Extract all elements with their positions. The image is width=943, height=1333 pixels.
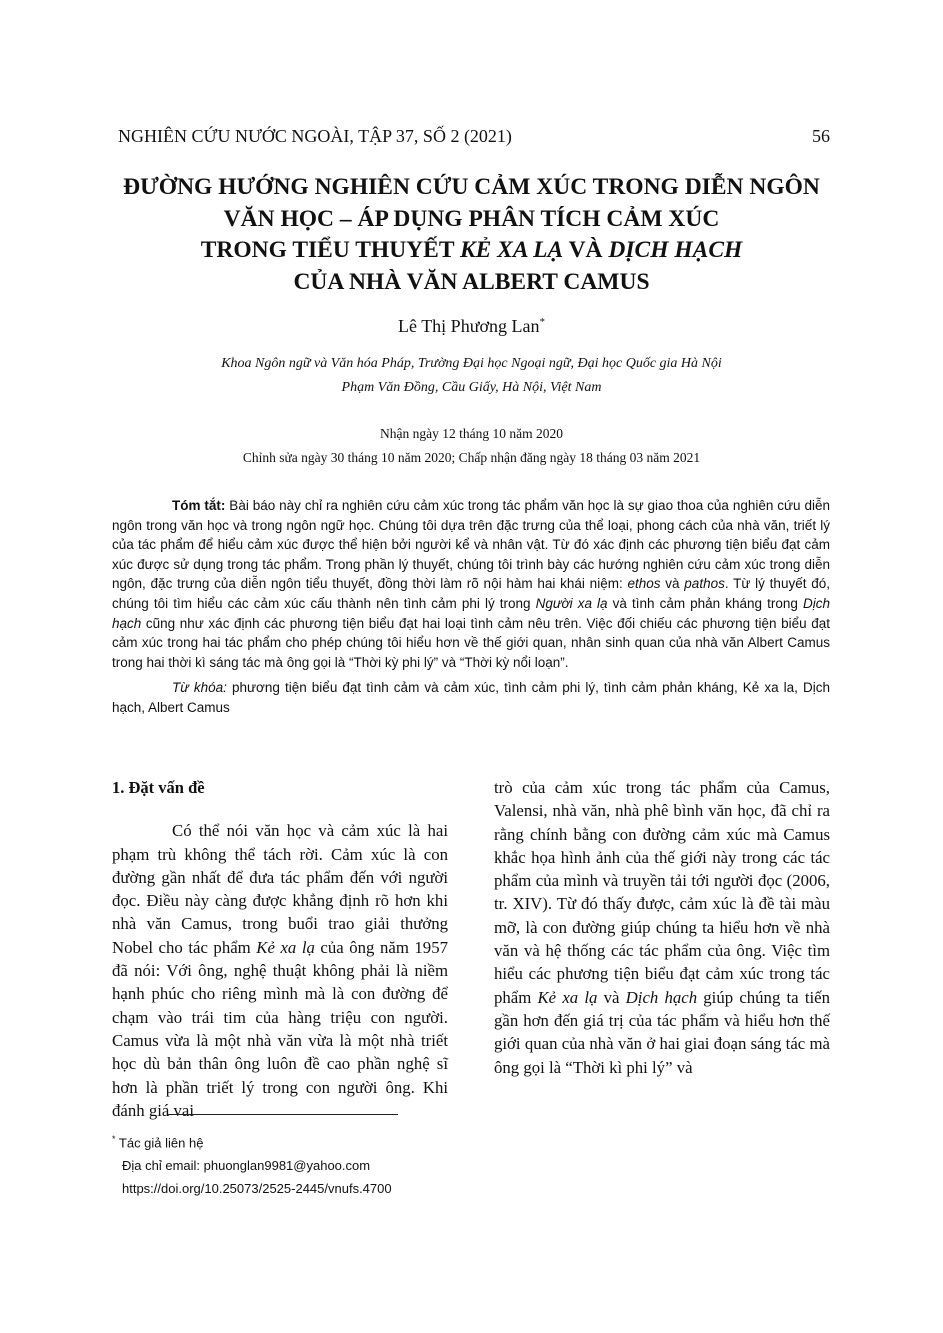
footnote-corresponding xyxy=(112,1128,532,1154)
abstract-text: và xyxy=(660,576,685,592)
body-text: và xyxy=(597,987,626,1007)
footnote xyxy=(112,1128,532,1200)
affiliation-line-2: Phạm Văn Đồng, Cầu Giấy, Hà Nội, Việt Nam xyxy=(341,380,602,395)
title-line-1: ĐƯỜNG HƯỚNG NGHIÊN CỨU CẢM XÚC TRONG DIỄN NGÔN xyxy=(123,174,820,200)
abstract-text: . Từ lý thuyết đó, chúng tôi tìm hiểu các cảm xúc cấu thành nên tình cảm phi lý trong xyxy=(112,576,830,611)
revised-accepted-date: Chỉnh sửa ngày 30 tháng 10 năm 2020; Chấp nhận đăng ngày 18 tháng 03 năm 2021 xyxy=(242,450,701,465)
body-paragraph xyxy=(494,776,830,1079)
body-paragraph xyxy=(112,819,448,1122)
abstract-paragraph xyxy=(112,496,830,672)
body-text: Có thể nói văn học và cảm xúc là hai phạm trù không thể tách rời. Cảm xúc là con đường gần nhất để đưa tác phẩm đến với người đọc. Điều này càng được khẳng định rõ hơn khi nhà văn Camus, trong buổi trao giải thưởng Nobel cho tác phẩm xyxy=(112,821,448,957)
body-text: của ông năm 1957 đã nói: Với ông, nghệ thuật không phải là niềm hạnh phúc cho riêng mình mà là con đường để chạm vào trái tim của hàng triệu con người. Camus vừa là một nhà văn vừa là một nhà triết học dù bản thân ông luôn đề cao phần nghệ sĩ hơn là phần triết lý trong con người ông. Khi đánh giá vai xyxy=(112,937,448,1120)
keywords-text: phương tiện biểu đạt tình cảm và cảm xúc, tình cảm phi lý, tình cảm phản kháng, Kẻ xa la, Dịch hạch, Albert Camus xyxy=(112,680,831,715)
article-dates xyxy=(0,422,943,470)
affiliation xyxy=(0,352,943,400)
doi-link[interactable]: https://doi.org/10.25073/2525-2445/vnufs.4700 xyxy=(122,1181,392,1197)
footnote-divider xyxy=(168,1114,398,1115)
author-mark: * xyxy=(539,316,545,328)
author-line xyxy=(0,316,943,337)
footnote-label: Tác giả liên hệ xyxy=(115,1135,204,1151)
body-work-title: Kẻ xa lạ xyxy=(537,987,598,1007)
title-line-3 xyxy=(100,235,843,267)
body-text: trò của cảm xúc trong tác phẩm của Camus, Valensi, nhà văn, nhà phê bình văn học, đã chỉ ra rằng chính bằng con đường cảm xúc mà Camus khắc họa hình ảnh của thế giới này trong các tác phẩm của mình và truyền tải tới người đọc (2006, tr. XIV). Từ đó thấy được, cảm xúc là đề tài màu mỡ, là con đường giúp chúng ta hiểu hơn về nhà văn và hệ thống các tác phẩm của ông. Việc tìm hiểu các phương tiện biểu đạt cảm xúc trong tác phẩm xyxy=(494,778,830,1007)
author-name: Lê Thị Phương Lan xyxy=(398,316,540,336)
title-line-2: VĂN HỌC – ÁP DỤNG PHÂN TÍCH CẢM XÚC xyxy=(223,205,720,232)
abstract-work: Dịch hạch xyxy=(112,595,830,631)
body-column-left xyxy=(112,776,448,1122)
abstract-text: Bài báo này chỉ ra nghiên cứu cảm xúc trong tác phẩm văn học là sự giao thoa của nghiên cứu diễn ngôn trong văn học và trong ngôn ngữ học. Chúng tôi dựa trên đặc trưng của thể loại, phong cách của nhà văn, triết lý của tác phẩm để hiểu cảm xúc được thể hiện bởi người kể và nhân vật. Từ đó xác định các phương tiện biểu đạt cảm xúc được sử dụng trong tác phẩm. Trong phần lý thuyết, chúng tôi trình bày các hướng nghiên cứu cảm xúc trong diễn ngôn, đặc trưng của diễn ngôn tiểu thuyết, đồng thời làm rõ nội hàm hai khái niệm: xyxy=(112,498,830,592)
body-work-title: Dịch hạch xyxy=(625,987,698,1007)
title-text: TRONG TIỂU THUYẾT xyxy=(200,237,460,263)
abstract-term: pathos xyxy=(684,576,725,592)
keywords-paragraph xyxy=(112,678,830,717)
affiliation-line-1: Khoa Ngôn ngữ và Văn hóa Pháp, Trường Đại học Ngoại ngữ, Đại học Quốc gia Hà Nội xyxy=(221,356,722,371)
abstract-label: Tóm tắt: xyxy=(172,498,226,513)
footnote-email: Địa chỉ email: phuonglan9981@yahoo.com xyxy=(122,1158,371,1174)
title-work-1: KẺ XA LẠ xyxy=(459,237,564,263)
article-title xyxy=(100,172,843,298)
journal-name: NGHIÊN CỨU NƯỚC NGOÀI, TẬP 37, SỐ 2 (2021) xyxy=(118,126,512,146)
abstract-block xyxy=(112,496,830,718)
running-header xyxy=(118,126,830,147)
abstract-work: Người xa lạ xyxy=(535,595,608,611)
received-date: Nhận ngày 12 tháng 10 năm 2020 xyxy=(380,426,563,441)
title-line-4: CỦA NHÀ VĂN ALBERT CAMUS xyxy=(293,268,650,295)
keywords-label: Từ khóa: xyxy=(172,680,227,696)
abstract-term: ethos xyxy=(627,576,661,592)
body-column-right xyxy=(494,776,830,1079)
title-work-2: DỊCH HẠCH xyxy=(608,237,743,263)
section-heading: 1. Đặt vấn đề xyxy=(112,778,205,797)
page-number: 56 xyxy=(812,126,830,146)
title-text: VÀ xyxy=(563,237,609,263)
abstract-text: cũng như xác định các phương tiện biểu đạt hai loại tình cảm nêu trên. Việc đối chiếu các phương tiện biểu đạt cảm xúc trong hai tác phẩm cho phép chúng tôi hiểu hơn về thế giới quan, nhân sinh quan của nhà văn Albert Camus trong hai thời kì sáng tác mà ông gọi là “Thời kỳ phi lý” và “Thời kỳ nổi loạn”. xyxy=(112,615,830,670)
abstract-text: và tình cảm phản kháng trong xyxy=(607,595,803,611)
footnote-mark: * xyxy=(112,1134,116,1144)
body-text: giúp chúng ta tiến gần hơn đến giá trị của tác phẩm và hiểu hơn thế giới quan của nhà văn ở hai giai đoạn sáng tác mà ông gọi là “Thời kì phi lý” và xyxy=(494,987,830,1077)
body-work-title: Kẻ xa lạ xyxy=(256,937,315,957)
